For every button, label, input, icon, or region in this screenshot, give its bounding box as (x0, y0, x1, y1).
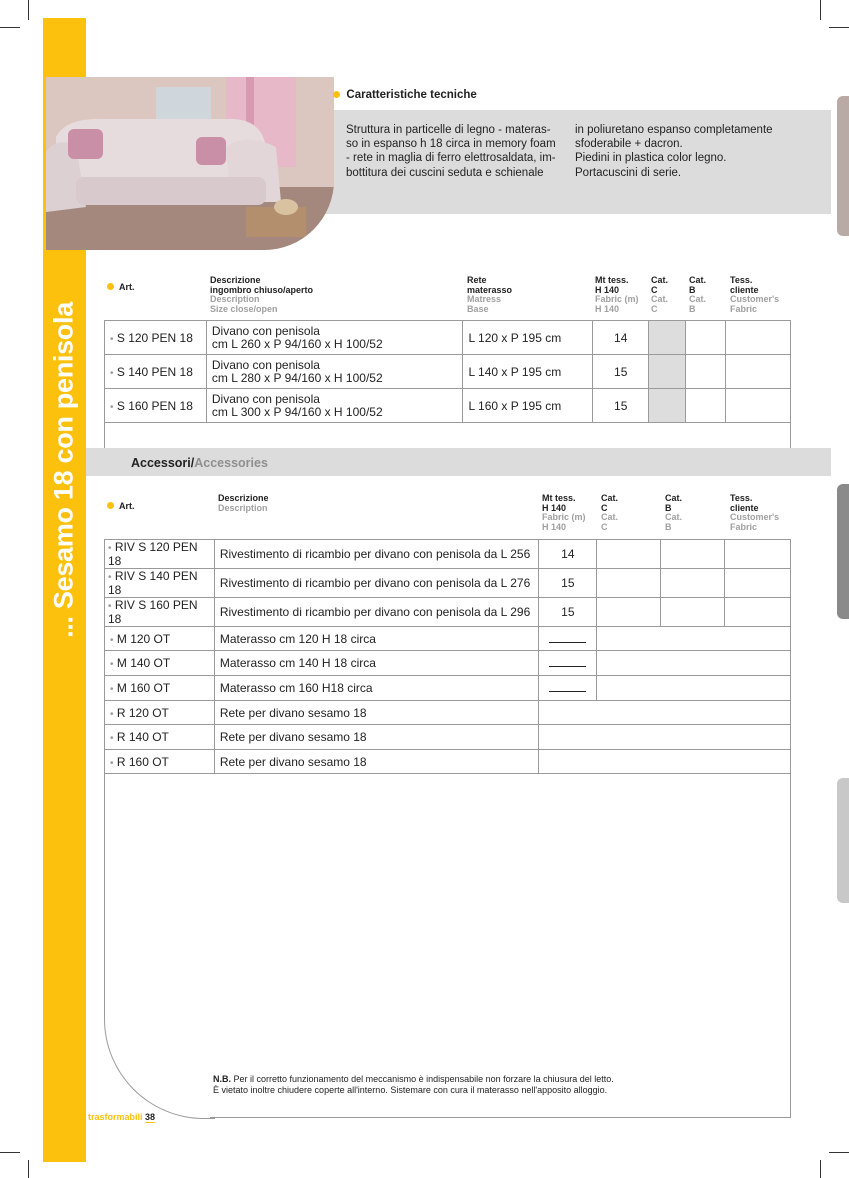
fabric-cell (539, 676, 597, 701)
features-title-text: Caratteristiche tecniche (346, 89, 477, 101)
art-cell: • M 140 OT (105, 651, 215, 676)
main-col-base-header: Rete materasso Matress Base (467, 275, 513, 314)
accessories-title: Accessori/Accessories (131, 456, 268, 470)
note-line: Per il corretto funzionamento del meccanismo è indispensabile non forzare la chiusura del letto. (233, 1074, 614, 1084)
features-line: so in espanso h 18 circa in memory foam (346, 138, 556, 151)
acc-col-catc-header: Cat. C Cat. C (601, 493, 619, 532)
table-row (105, 725, 791, 750)
note-label: N.B. (213, 1074, 231, 1084)
table-spacer-row (105, 423, 791, 449)
desc-cell: Rivestimento di ricambio per divano con penisola da L 276 (214, 569, 539, 598)
table-row (105, 540, 791, 569)
crop-mark (0, 1152, 20, 1153)
table-row (105, 627, 791, 651)
desc-cell: Rete per divano sesamo 18 (214, 725, 539, 750)
fabric-cell: 15 (593, 389, 649, 423)
acc-col-art-header: Art. (107, 502, 135, 512)
table-row (105, 321, 791, 355)
fabric-cell: 14 (593, 321, 649, 355)
spine-title-text: Sesamo 18 con penisola (48, 302, 79, 610)
art-cell: • S 160 PEN 18 (105, 389, 207, 423)
crop-mark (0, 27, 20, 28)
crop-mark (28, 1160, 29, 1178)
desc-cell: Materasso cm 160 H18 circa (214, 676, 539, 701)
note-line: È vietato inoltre chiudere coperte all'interno. Sistemare con cura il materasso nell'apposito alloggio. (213, 1085, 608, 1095)
table-row (105, 701, 791, 725)
accessories-table (104, 539, 791, 774)
base-cell: L 160 x P 195 cm (463, 389, 593, 423)
art-cell: • M 120 OT (105, 627, 215, 651)
customer-cell (725, 569, 791, 598)
features-line: in poliuretano espanso completamente (575, 124, 773, 136)
cat-empty-cell (597, 651, 791, 676)
main-col-fabric-header: Mt tess. H 140 Fabric (m) H 140 (595, 275, 639, 314)
footer-brand: trasformabili (88, 1112, 143, 1122)
empty-cell (539, 750, 791, 774)
empty-cell (539, 725, 791, 750)
table-row (105, 569, 791, 598)
main-col-catc-header: Cat. C Cat. C (651, 275, 669, 314)
features-line: Portacuscini di serie. (575, 166, 682, 179)
table-row (105, 676, 791, 701)
cat-empty-cell (597, 676, 791, 701)
features-line: - rete in maglia di ferro elettrosaldata, im- (346, 152, 556, 165)
frame-line (104, 760, 105, 1018)
desc-cell: Divano con penisola cm L 260 x P 94/160 x H 100/52 (206, 321, 463, 355)
frame-line (790, 760, 791, 1118)
cat-c-cell (649, 321, 686, 355)
features-line: bottitura dei cuscini seduta e schienale (346, 166, 544, 179)
desc-cell: Rete per divano sesamo 18 (214, 750, 539, 774)
edge-thumbnail (837, 96, 849, 236)
cat-b-cell (661, 598, 725, 627)
art-cell: • RIV S 160 PEN 18 (105, 598, 215, 627)
customer-cell (726, 389, 791, 423)
page-footer (88, 1112, 155, 1122)
cat-b-cell (661, 540, 725, 569)
acc-col-fabric-header: Mt tess. H 140 Fabric (m) H 140 (542, 493, 586, 532)
main-col-catb-header: Cat. B Cat. B (689, 275, 707, 314)
crop-mark (829, 27, 849, 28)
main-col-customer-header: Tess. cliente Customer's Fabric (730, 275, 780, 314)
empty-cell (539, 701, 791, 725)
cat-c-cell (597, 598, 661, 627)
fabric-blank (549, 634, 586, 643)
fabric-blank (549, 658, 586, 667)
table-row (105, 651, 791, 676)
art-cell: • R 120 OT (105, 701, 215, 725)
note (213, 1074, 614, 1096)
cat-c-cell (597, 569, 661, 598)
sofa-illustration (46, 77, 334, 250)
edge-thumbnail (837, 484, 849, 619)
cat-empty-cell (597, 627, 791, 651)
fabric-cell: 15 (539, 598, 597, 627)
desc-cell: Divano con penisola cm L 280 x P 94/160 x H 100/52 (206, 355, 463, 389)
desc-cell: Divano con penisola cm L 300 x P 94/160 x H 100/52 (206, 389, 463, 423)
features-col1 (346, 123, 556, 180)
table-row (105, 598, 791, 627)
frame-curve (104, 1015, 215, 1119)
cat-c-cell (649, 389, 686, 423)
desc-cell: Materasso cm 120 H 18 circa (214, 627, 539, 651)
desc-cell: Rivestimento di ricambio per divano con penisola da L 296 (214, 598, 539, 627)
spine-title (49, 302, 80, 638)
frame-line (210, 1117, 790, 1118)
sofa-photo (46, 77, 334, 250)
page-number: 38 (145, 1112, 156, 1122)
bullet-icon (333, 91, 340, 98)
art-cell: • S 140 PEN 18 (105, 355, 207, 389)
customer-cell (726, 321, 791, 355)
fabric-blank (549, 683, 586, 692)
customer-cell (725, 598, 791, 627)
art-cell: • R 140 OT (105, 725, 215, 750)
edge-thumbnail (837, 778, 849, 903)
cat-b-cell (686, 355, 726, 389)
fabric-cell: 15 (539, 569, 597, 598)
crop-mark (28, 0, 29, 20)
fabric-cell (539, 627, 597, 651)
table-row (105, 389, 791, 423)
art-cell: • RIV S 140 PEN 18 (105, 569, 215, 598)
fabric-cell (539, 651, 597, 676)
desc-cell: Rete per divano sesamo 18 (214, 701, 539, 725)
base-cell: L 120 x P 195 cm (463, 321, 593, 355)
products-table (104, 320, 791, 449)
table-row (105, 750, 791, 774)
crop-mark (820, 0, 821, 20)
customer-cell (725, 540, 791, 569)
features-line: sfoderabile + dacron. (575, 138, 683, 151)
acc-col-desc-header: Descrizione Description (218, 493, 269, 513)
customer-cell (726, 355, 791, 389)
crop-mark (820, 1160, 821, 1178)
acc-col-customer-header: Tess. cliente Customer's Fabric (730, 493, 780, 532)
features-line: Piedini in plastica color legno. (575, 152, 727, 165)
base-cell: L 140 x P 195 cm (463, 355, 593, 389)
fabric-cell: 14 (539, 540, 597, 569)
spine-title-dots: ... (48, 616, 79, 638)
art-cell: • M 160 OT (105, 676, 215, 701)
features-col2 (575, 123, 773, 180)
art-cell: • RIV S 120 PEN 18 (105, 540, 215, 569)
cat-b-cell (686, 389, 726, 423)
cat-b-cell (686, 321, 726, 355)
cat-c-cell (597, 540, 661, 569)
table-row (105, 355, 791, 389)
cat-b-cell (661, 569, 725, 598)
cat-c-cell (649, 355, 686, 389)
art-cell: • S 120 PEN 18 (105, 321, 207, 355)
acc-col-catb-header: Cat. B Cat. B (665, 493, 683, 532)
features-line: Struttura in particelle di legno - materas- (346, 124, 551, 136)
features-title (333, 89, 477, 101)
fabric-cell: 15 (593, 355, 649, 389)
desc-cell: Rivestimento di ricambio per divano con penisola da L 256 (214, 540, 539, 569)
main-col-art-header: Art. (107, 283, 135, 293)
main-col-desc-header: Descrizione ingombro chiuso/aperto Description Size close/open (210, 275, 314, 314)
art-cell: • R 160 OT (105, 750, 215, 774)
desc-cell: Materasso cm 140 H 18 circa (214, 651, 539, 676)
crop-mark (829, 1152, 849, 1153)
